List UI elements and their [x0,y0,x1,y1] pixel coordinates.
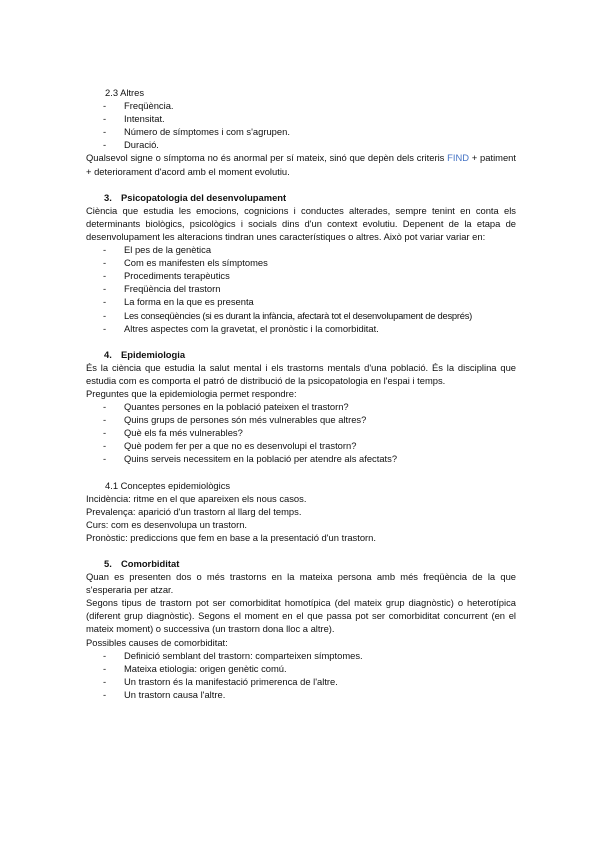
list-item: - Les conseqüències (si es durant la infància, afectarà tot el desenvolupament de després) [103,309,473,321]
paragraph-criteria: Qualsevol signe o símptoma no és anormal per sí mateix, sinó que depèn dels criteris FIND + patiment + deteriorament d'acord amb el moment evolutiu. [86,152,516,177]
section-3-heading: 3. Psicopatologia del desenvolupament [104,191,287,203]
definition-line: Incidència: ritme en el que apareixen els nous casos. [86,492,307,504]
paragraph-comorbiditat-1: Quan es presenten dos o més trastorns en la mateixa persona amb més freqüència de la que s'esperaria per atzar. [86,571,516,596]
list-item: - Definició semblant del trastorn: comparteixen símptomes. [103,649,363,661]
list-item: - Duració. [103,139,159,151]
list-3 [86,243,516,335]
list-item: - El pes de la genètica [103,244,212,256]
list-item: - Un trastorn és la manifestació primerenca de l'altre. [103,675,338,687]
list-5 [86,649,516,701]
list-item: - Intensitat. [103,113,165,125]
definition-line: Curs: com es desenvolupa un trastorn. [86,518,248,530]
causes-intro: Possibles causes de comorbiditat: [86,636,228,648]
list-item: - Què podem fer per a que no es desenvolupi el trastorn? [103,440,357,452]
list-item: - Mateixa etiologia: origen genètic comú. [103,662,287,674]
questions-intro: Preguntes que la epidemiologia permet respondre: [86,387,297,399]
find-highlight: FIND [447,152,469,164]
list-item: - Com es manifesten els símptomes [103,257,268,269]
list-item: - Quantes persones en la població pateixen el trastorn? [103,401,349,413]
paragraph-comorbiditat-2: Segons tipus de trastorn pot ser comorbiditat homotípica (del mateix grup diagnòstic) o heterotípica (diferent grup diagnòstic). Segons el moment en el que passa pot ser comorbiditat concurrent (en el mateix moment) o successiva (un trastorn dona lloc a altre). [86,597,516,635]
list-item: - Procediments terapèutics [103,270,230,282]
list-item: - Un trastorn causa l'altre. [103,688,226,700]
list-item: - Freqüència. [103,100,174,112]
paragraph-psicopatologia: Ciència que estudia les emocions, cognicions i conductes alterades, sempre tenint en conta els determinants biològics, psicològics i socials dins d'un context evolutiu. Depenent de la etapa de desenvolupament les alteracions tindran unes característiques o altres. Això pot variar variar en: [86,204,516,242]
list-item: - Freqüència del trastorn [103,283,221,295]
list-item: - La forma en la que es presenta [103,296,254,308]
definition-line: Pronòstic: prediccions que fem en base a la presentació d'un trastorn. [86,531,376,543]
paragraph-epidemiologia: És la ciència que estudia la salut mental i els trastorns mentals d'una població. És la disciplina que estudia com es comporta el patró de distribució de la psicopatologia en l'espai i temps. [86,361,516,386]
document-page [86,86,516,701]
list-item: - Què els fa més vulnerables? [103,427,243,439]
definition-line: Prevalença: aparició d'un trastorn al llarg del temps. [86,505,302,517]
section-5-heading: 5. Comorbiditat [104,558,180,569]
list-2-3 [86,99,516,151]
list-item: - Quins serveis necessitem en la població per atendre als afectats? [103,453,398,465]
list-item: - Número de símptomes i com s'agrupen. [103,126,290,138]
list-item: - Quins grups de persones són més vulnerables que altres? [103,414,367,426]
list-item: - Altres aspectes com la gravetat, el pronòstic i la comorbiditat. [103,322,379,334]
list-4 [86,400,516,465]
subsection-2-3-title: 2.3 Altres [105,87,145,98]
section-4-heading: 4. Epidemiologia [104,348,186,360]
subsection-4-1-title: 4.1 Conceptes epidemiològics [105,479,231,491]
